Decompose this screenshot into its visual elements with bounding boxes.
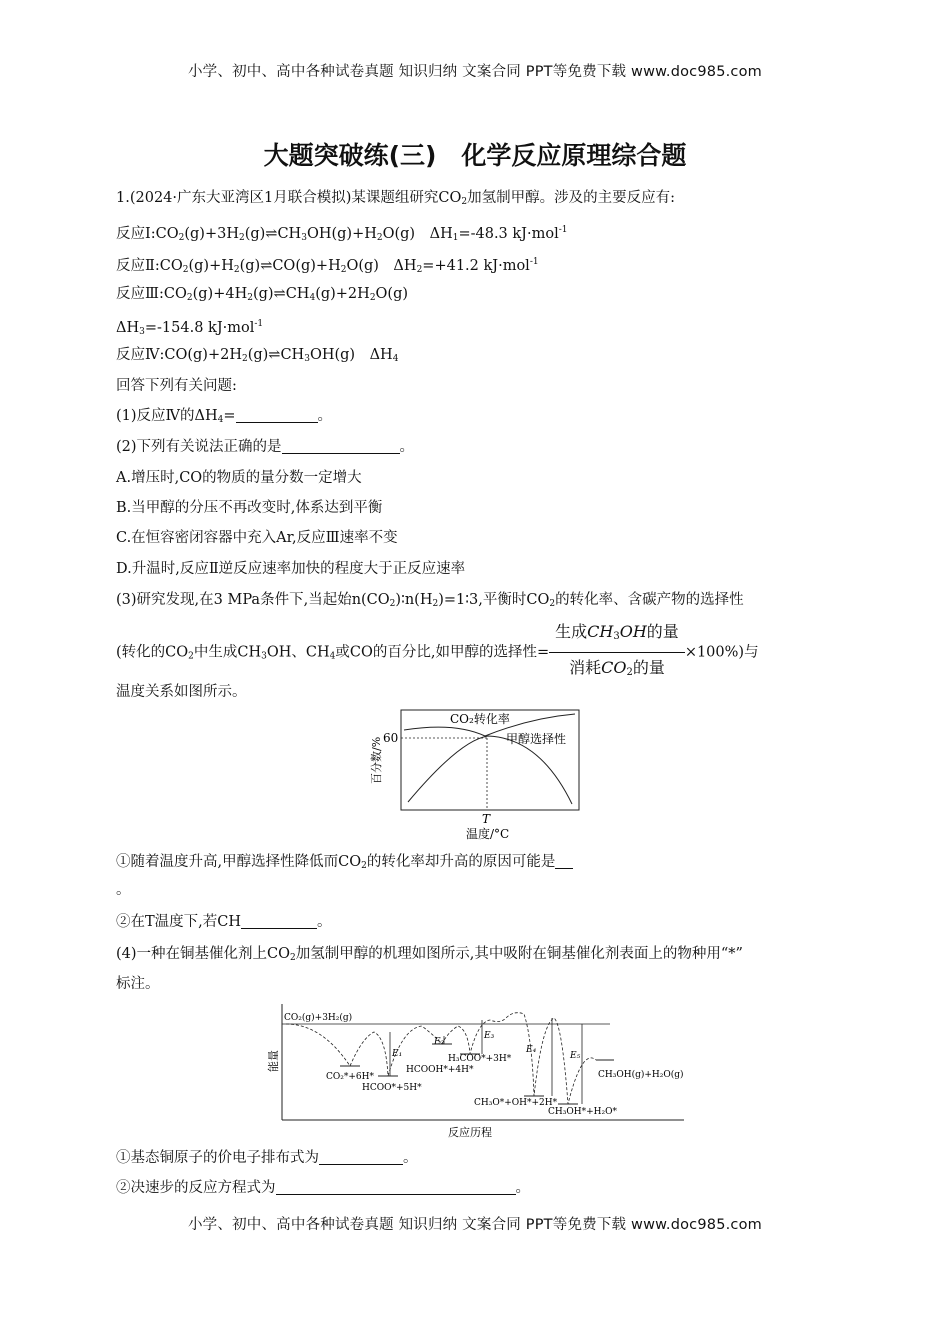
species-label-8: CH₃OH(g)+H₂O(g) — [598, 1070, 684, 1080]
question-1: (1)反应Ⅳ的$\Delta H_4=$ 。 — [116, 408, 333, 425]
y-axis-label: 能量 — [267, 1050, 280, 1072]
reaction-1: 反应$Ⅰ:CO_2(g)+3H_2(g)\rightleftharpoons CH_3OH(g)+H_2O(g)$ $\Delta H_1=-48.3$ kJ·mol$^{-1}$ — [116, 225, 568, 243]
species-label-6: CH₃O*+OH*+2H* — [474, 1098, 558, 1108]
question-3-1-end: 。 — [116, 882, 131, 898]
species-label-1: CO₂(g)+3H₂(g) — [284, 1013, 353, 1023]
option-d: D.升温时,反应Ⅱ逆反应速率加快的程度大于正反应速率 — [116, 561, 466, 577]
species-label-2: CO₂*+6H* — [326, 1072, 374, 1082]
answer-blank-1[interactable] — [236, 408, 318, 423]
page-header: 小学、初中、高中各种试卷真题 知识归纳 文案合同 PPT等免费下载 www.doc985.com — [187, 64, 763, 80]
reaction-3-enthalpy: $\Delta H_3=-154.8$ kJ·mol$^{-1}$ — [116, 319, 264, 337]
option-a: A.增压时,CO的物质的量分数一定增大 — [116, 470, 362, 486]
page-title: 大题突破练(三) 化学反应原理综合题 — [263, 141, 687, 170]
barrier-label-e5: E₅ — [570, 1051, 581, 1061]
reaction-4: 反应$Ⅳ:CO(g)+2H_2(g)\rightleftharpoons CH_3OH(g)$ $\Delta H_4$ — [116, 347, 399, 364]
option-c: C.在恒容密闭容器中充入Ar,反应Ⅲ速率不变 — [116, 530, 398, 546]
species-label-7: CH₃OH*+H₂O* — [548, 1107, 617, 1117]
conversion-selectivity-chart — [360, 700, 590, 845]
selectivity-definition: (转化的$CO_2$中生成$CH_3OH$、$CH_4$或CO的百分比,如甲醇的选择性= $\frac{生成CH_3OH的量}{消耗CO_2的量}$ ×100%)与 — [116, 618, 759, 687]
reaction-3: 反应$Ⅲ:CO_2(g)+4H_2(g)\rightleftharpoons CH_4(g)+2H_2O(g)$ — [116, 286, 409, 303]
option-b: B.当甲醇的分压不再改变时,体系达到平衡 — [116, 500, 383, 516]
y-tick-60: 60 — [383, 731, 399, 745]
answer-blank-3-1[interactable] — [555, 854, 573, 869]
question-4-cont: 标注。 — [116, 976, 160, 992]
question-intro: 1.(2024·广东大亚湾区1月联合模拟)某课题组研究$CO_2$加氢制甲醇。涉及的主要反应有: — [116, 190, 675, 207]
co2-conversion-label: CO₂转化率 — [450, 712, 510, 726]
question-4-2: ②决速步的反应方程式为 。 — [116, 1180, 530, 1196]
methanol-selectivity-curve — [408, 736, 572, 804]
x-axis-label: 温度/°C — [466, 827, 510, 841]
barrier-label-e2: E₂ — [434, 1037, 445, 1047]
selectivity-fraction: $\frac{生成CH_3OH的量}{消耗CO_2的量}$ — [549, 618, 685, 687]
instruction: 回答下列有关问题: — [116, 378, 237, 394]
y-axis-label: 百分数/% — [370, 736, 383, 784]
methanol-selectivity-label: 甲醇选择性 — [506, 732, 567, 746]
question-3-1: ①随着温度升高,甲醇选择性降低而$CO_2$的转化率却升高的原因可能是 — [116, 852, 573, 876]
answer-blank-2[interactable] — [282, 439, 400, 454]
answer-blank-3-2[interactable] — [241, 914, 317, 929]
question-2: (2)下列有关说法正确的是 。 — [116, 439, 415, 455]
answer-blank-4-1[interactable] — [319, 1150, 403, 1165]
chart-reference: 温度关系如图所示。 — [116, 684, 247, 700]
page-footer: 小学、初中、高中各种试卷真题 知识归纳 文案合同 PPT等免费下载 www.doc985.com — [187, 1217, 763, 1233]
question-3-2: ②在T温度下,若CH 。 — [116, 914, 332, 930]
x-axis-label: 反应历程 — [448, 1126, 492, 1139]
species-label-5: H₃COO*+3H* — [448, 1054, 512, 1064]
energy-pathway — [286, 1013, 596, 1104]
barrier-label-e1: E₁ — [392, 1049, 403, 1059]
question-3: (3)研究发现,在3 MPa条件下,当起始$n(CO_2)∶n(H_2)=1∶3$,平衡时$CO_2$的转化率、含碳产物的选择性 — [116, 592, 744, 609]
species-label-3: HCOO*+5H* — [362, 1083, 422, 1093]
question-4: (4)一种在铜基催化剂上$CO_2$加氢制甲醇的机理如图所示,其中吸附在铜基催化剂表面上的物种用“*” — [116, 946, 743, 963]
reaction-2: 反应$Ⅱ:CO_2(g)+H_2(g)\rightleftharpoons CO(g)+H_2O(g)$ $\Delta H_2=+41.2$ kJ·mol$^{-1}$ — [116, 257, 539, 275]
species-label-4: HCOOH*+4H* — [406, 1065, 474, 1075]
barrier-label-e4: E₄ — [526, 1045, 537, 1055]
barrier-label-e3: E₃ — [484, 1031, 495, 1041]
answer-blank-4-2[interactable] — [276, 1180, 516, 1195]
x-tick-t: T — [482, 812, 491, 826]
question-4-1: ①基态铜原子的价电子排布式为 。 — [116, 1150, 418, 1166]
energy-profile-chart — [262, 998, 702, 1140]
